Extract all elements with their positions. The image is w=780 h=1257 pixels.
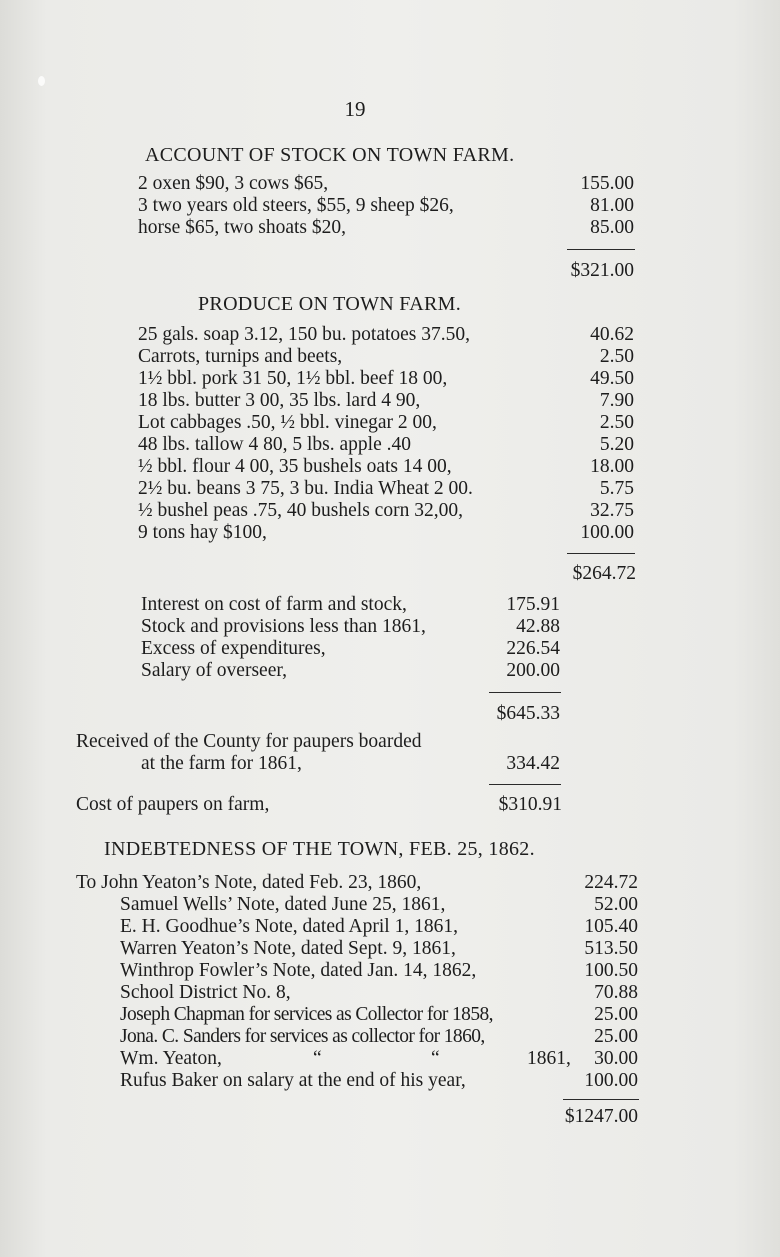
debt-desc: Winthrop Fowler’s Note, dated Jan. 14, 1862, [120, 960, 477, 981]
ditto-mark: “ [313, 1048, 322, 1069]
produce-amount: 49.50 [590, 368, 634, 389]
received-desc-line2: at the farm for 1861, [141, 753, 302, 774]
expense-desc: Interest on cost of farm and stock, [141, 594, 407, 615]
paper-blemish [38, 76, 45, 86]
debt-row [0, 982, 780, 1004]
debt-row [0, 894, 780, 916]
debt-row [0, 938, 780, 960]
produce-row [0, 390, 780, 412]
produce-row [0, 478, 780, 500]
stock-total: $321.00 [570, 260, 634, 281]
produce-total-rule [567, 553, 635, 554]
debt-desc: Joseph Chapman for services as Collector for 1858, [120, 1004, 493, 1025]
debt-amount: 25.00 [594, 1004, 638, 1025]
produce-heading: PRODUCE ON TOWN FARM. [198, 293, 461, 315]
debt-amount: 30.00 [594, 1048, 638, 1069]
debt-amount: 52.00 [594, 894, 638, 915]
debt-amount: 105.40 [584, 916, 638, 937]
produce-row [0, 346, 780, 368]
expense-desc: Excess of expenditures, [141, 638, 326, 659]
received-row [0, 753, 780, 775]
stock-amount: 155.00 [580, 173, 634, 194]
debt-row [0, 916, 780, 938]
debt-desc: E. H. Goodhue’s Note, dated April 1, 1861, [120, 916, 458, 937]
stock-heading: ACCOUNT OF STOCK ON TOWN FARM. [145, 144, 515, 166]
debt-desc: Wm. Yeaton, [120, 1048, 222, 1069]
debt-desc: To John Yeaton’s Note, dated Feb. 23, 1860, [76, 872, 422, 893]
produce-row [0, 500, 780, 522]
debt-amount: 224.72 [584, 872, 638, 893]
debt-row [0, 1004, 780, 1026]
produce-amount: 5.20 [599, 434, 634, 455]
debt-heading: INDEBTEDNESS OF THE TOWN, FEB. 25, 1862. [104, 838, 535, 860]
stock-row [0, 195, 780, 217]
page-number: 19 [344, 97, 366, 121]
debt-amount: 25.00 [594, 1026, 638, 1047]
produce-amount: 18.00 [590, 456, 634, 477]
produce-desc: ½ bushel peas .75, 40 bushels corn 32,00, [138, 500, 463, 521]
produce-amount: 100.00 [580, 522, 634, 543]
received-rule [489, 784, 561, 785]
debt-row [0, 872, 780, 894]
expense-amount: 200.00 [506, 660, 560, 681]
debt-total-rule [563, 1099, 639, 1100]
produce-desc: 48 lbs. tallow 4 80, 5 lbs. apple .40 [138, 434, 411, 455]
cost-amount: $310.91 [498, 794, 562, 815]
produce-amount: 32.75 [590, 500, 634, 521]
produce-desc: 1½ bbl. pork 31 50, 1½ bbl. beef 18 00, [138, 368, 448, 389]
debt-desc: School District No. 8, [120, 982, 291, 1003]
expense-row [0, 660, 780, 682]
received-row [0, 731, 780, 753]
received-desc-line1: Received of the County for paupers boarded [76, 731, 422, 752]
produce-desc: Carrots, turnips and beets, [138, 346, 343, 367]
debt-amount: 513.50 [584, 938, 638, 959]
produce-row [0, 324, 780, 346]
debt-desc: Rufus Baker on salary at the end of his year, [120, 1070, 466, 1091]
debt-desc: Jona. C. Sanders for services as collector for 1860, [120, 1026, 485, 1047]
expense-row [0, 638, 780, 660]
produce-row [0, 368, 780, 390]
produce-row [0, 522, 780, 544]
expense-row [0, 594, 780, 616]
received-amount: 334.42 [506, 753, 560, 774]
ditto-mark: “ [431, 1048, 440, 1069]
debt-total: $1247.00 [564, 1106, 638, 1127]
stock-amount: 85.00 [590, 217, 634, 238]
debt-amount: 70.88 [594, 982, 638, 1003]
stock-desc: 3 two years old steers, $55, 9 sheep $26, [138, 195, 454, 216]
produce-row [0, 456, 780, 478]
expense-row [0, 616, 780, 638]
expense-amount: 42.88 [516, 616, 560, 637]
produce-desc: 18 lbs. butter 3 00, 35 lbs. lard 4 90, [138, 390, 421, 411]
produce-desc: Lot cabbages .50, ½ bbl. vinegar 2 00, [138, 412, 437, 433]
produce-desc: 2½ bu. beans 3 75, 3 bu. India Wheat 2 00. [138, 478, 473, 499]
debt-amount: 100.00 [584, 1070, 638, 1091]
stock-row [0, 217, 780, 239]
produce-total: $264.72 [572, 563, 636, 584]
debt-desc: Samuel Wells’ Note, dated June 25, 1861, [120, 894, 446, 915]
produce-desc: 25 gals. soap 3.12, 150 bu. potatoes 37.50, [138, 324, 471, 345]
expense-desc: Stock and provisions less than 1861, [141, 616, 426, 637]
debt-desc: Warren Yeaton’s Note, dated Sept. 9, 1861, [120, 938, 456, 959]
produce-amount: 40.62 [590, 324, 634, 345]
debt-row [0, 1026, 780, 1048]
debt-amount: 100.50 [584, 960, 638, 981]
debt-year: 1861, [527, 1048, 571, 1069]
produce-amount: 2.50 [599, 346, 634, 367]
produce-amount: 5.75 [599, 478, 634, 499]
stock-total-rule [567, 249, 635, 250]
cost-label: Cost of paupers on farm, [76, 794, 270, 815]
produce-row [0, 434, 780, 456]
produce-desc: ½ bbl. flour 4 00, 35 bushels oats 14 00, [138, 456, 452, 477]
stock-row [0, 173, 780, 195]
stock-desc: horse $65, two shoats $20, [138, 217, 346, 238]
stock-desc: 2 oxen $90, 3 cows $65, [138, 173, 329, 194]
cost-row [0, 794, 780, 816]
produce-amount: 7.90 [599, 390, 634, 411]
produce-row [0, 412, 780, 434]
stock-amount: 81.00 [590, 195, 634, 216]
expense-total-rule [489, 692, 561, 693]
produce-desc: 9 tons hay $100, [138, 522, 267, 543]
expense-total: $645.33 [496, 703, 560, 724]
produce-amount: 2.50 [599, 412, 634, 433]
expense-amount: 175.91 [506, 594, 560, 615]
debt-row [0, 1048, 780, 1070]
expense-desc: Salary of overseer, [141, 660, 287, 681]
debt-row [0, 960, 780, 982]
debt-row [0, 1070, 780, 1092]
expense-amount: 226.54 [506, 638, 560, 659]
